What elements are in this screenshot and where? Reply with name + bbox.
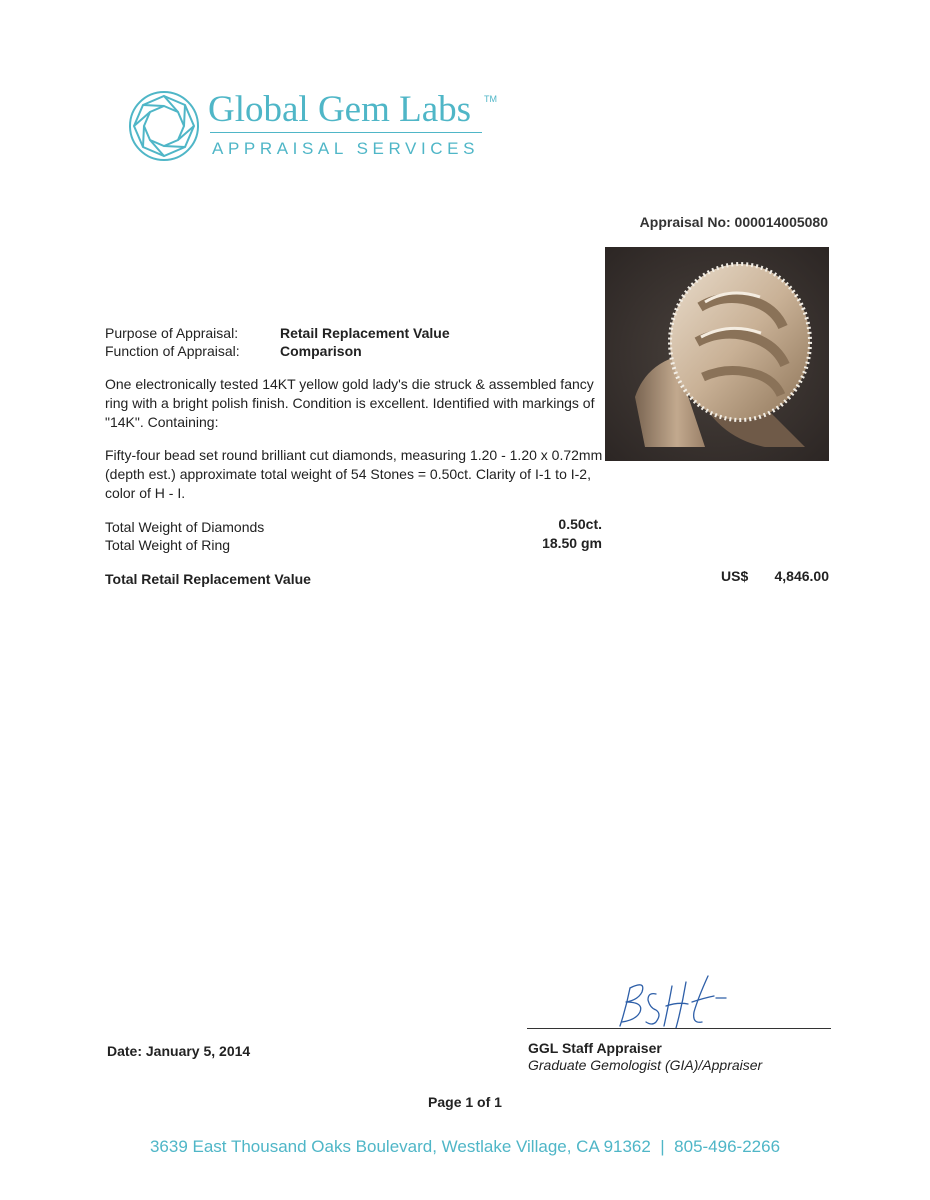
page-number: Page 1 of 1 <box>428 1094 502 1110</box>
total-value-label: Total Retail Replacement Value <box>105 571 311 587</box>
purpose-row <box>105 325 450 341</box>
ring-description: One electronically tested 14KT yellow gold lady's die struck & assembled fancy ring with a bright polish finish. Condition is excellent. Identified with markings of "14K". Containing: <box>105 376 595 430</box>
logo-divider <box>210 132 482 133</box>
diamonds-description: Fifty-four bead set round brilliant cut diamonds, measuring 1.20 - 1.20 x 0.72mm (depth est.) approximate total weight of 54 Stones = 0.50ct. Clarity of I-1 to I-2, color of H - I. <box>105 447 603 501</box>
gem-logo-icon <box>128 90 200 162</box>
signer-name: GGL Staff Appraiser <box>528 1040 662 1056</box>
ring-photo <box>605 247 829 461</box>
purpose-value: Retail Replacement Value <box>280 325 450 341</box>
purpose-label: Purpose of Appraisal: <box>105 325 239 341</box>
function-label: Function of Appraisal: <box>105 343 240 359</box>
appraisal-date: Date: January 5, 2014 <box>107 1043 251 1059</box>
diamond-weight-value: 0.50ct. <box>558 516 602 532</box>
logo-name: Global Gem Labs <box>208 89 472 130</box>
signature-line <box>527 1028 831 1029</box>
footer-address: 3639 East Thousand Oaks Boulevard, Westlake Village, CA 91362 | 805-496-2266 <box>149 1137 781 1156</box>
ring-weight-value: 18.50 gm <box>542 535 602 551</box>
total-value-amount: 4,846.00 <box>774 568 829 584</box>
appraiser-signature <box>612 968 732 1030</box>
logo-trademark: TM <box>484 94 497 104</box>
ring-weight-label: Total Weight of Ring <box>105 537 231 553</box>
diamond-weight-label: Total Weight of Diamonds <box>105 519 265 535</box>
appraisal-number: Appraisal No: 000014005080 <box>639 214 828 230</box>
function-row <box>105 343 362 359</box>
logo-subtitle: APPRAISAL SERVICES <box>212 139 480 158</box>
total-value-currency: US$ <box>721 568 749 584</box>
function-value: Comparison <box>280 343 362 359</box>
signer-title: Graduate Gemologist (GIA)/Appraiser <box>528 1057 763 1073</box>
